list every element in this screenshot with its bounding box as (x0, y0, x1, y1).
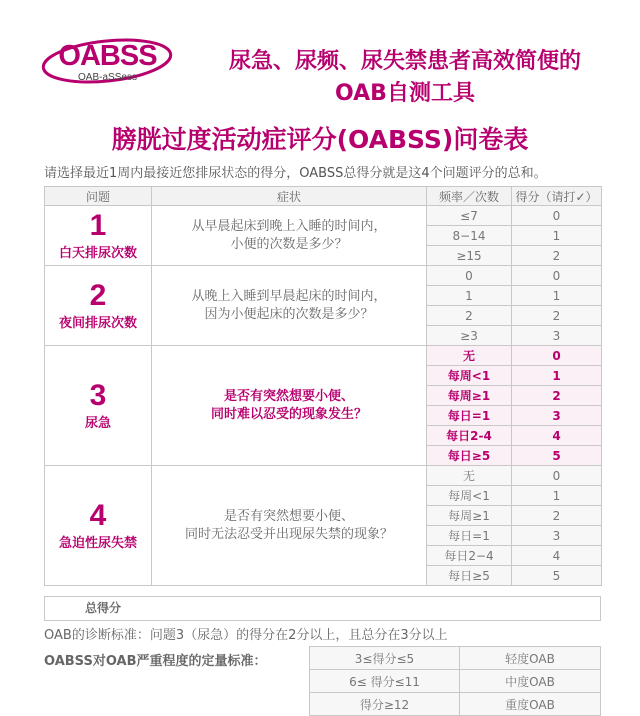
header-score: 得分（请打✓） (512, 187, 602, 206)
symptom-cell (152, 466, 427, 586)
score-option[interactable]: 4 (512, 426, 602, 446)
symptom-text: 是否有突然想要小便、 (223, 508, 354, 524)
severity-row (310, 693, 601, 716)
question-cell (45, 346, 152, 466)
table-row (45, 346, 602, 366)
severity-row (310, 647, 601, 670)
question-name: 急迫性尿失禁 (58, 536, 137, 551)
severity-label: OABSS对OAB严重程度的定量标准： (44, 654, 267, 669)
question-cell (45, 206, 152, 266)
frequency-option: 无 (427, 346, 512, 366)
score-option[interactable]: 3 (512, 526, 602, 546)
question-number: 1 (89, 209, 107, 242)
severity-table (309, 646, 601, 716)
symptom-text: 从晚上入睡到早晨起床的时间内， (191, 288, 387, 304)
diagnosis-criteria: OAB的诊断标准：问题3（尿急）的得分在2分以上，且总分在3分以上 (44, 628, 448, 643)
score-option[interactable]: 3 (512, 406, 602, 426)
score-option[interactable]: 5 (512, 446, 602, 466)
score-option[interactable]: 1 (512, 226, 602, 246)
score-option[interactable]: 3 (512, 326, 602, 346)
severity-level: 轻度OAB (460, 647, 601, 670)
instruction-text: 请选择最近1周内最接近您排尿状态的得分，OABSS总得分就是这4个问题评分的总和。 (44, 166, 547, 181)
frequency-option: ≥3 (427, 326, 512, 346)
score-option[interactable]: 1 (512, 486, 602, 506)
logo-subtitle: OAB-aSSess (78, 72, 137, 83)
score-option[interactable]: 4 (512, 546, 602, 566)
question-number: 2 (89, 279, 107, 312)
severity-range: 6≤ 得分≤11 (310, 670, 460, 693)
table-row (45, 206, 602, 226)
frequency-option: 无 (427, 466, 512, 486)
score-option[interactable]: 0 (512, 466, 602, 486)
frequency-option: 1 (427, 286, 512, 306)
question-cell (45, 466, 152, 586)
frequency-option: 每日≥5 (427, 446, 512, 466)
score-option[interactable]: 1 (512, 286, 602, 306)
frequency-option: 每周≥1 (427, 386, 512, 406)
frequency-option: 每周<1 (427, 486, 512, 506)
total-score-label: 总得分 (85, 601, 122, 615)
symptom-cell (152, 206, 427, 266)
headline-line-1: 尿急、尿频、尿失禁患者高效简便的 (228, 49, 581, 74)
symptom-text: 从早晨起床到晚上入睡的时间内， (191, 218, 387, 234)
question-number: 4 (89, 499, 107, 532)
score-option[interactable]: 2 (512, 506, 602, 526)
severity-range: 3≤得分≤5 (310, 647, 460, 670)
symptom-cell (152, 266, 427, 346)
headline-line-2: OAB自测工具 (335, 81, 475, 106)
frequency-option: 8−14 (427, 226, 512, 246)
question-cell (45, 266, 152, 346)
frequency-option: ≤7 (427, 206, 512, 226)
question-number: 3 (89, 379, 107, 412)
severity-row (310, 670, 601, 693)
frequency-option: 每日≥5 (427, 566, 512, 586)
question-name: 夜间排尿次数 (58, 316, 137, 331)
symptom-text: 因为小便起床的次数是多少？ (204, 306, 374, 322)
symptom-text: 同时难以忍受的现象发生？ (210, 406, 367, 422)
question-name: 尿急 (84, 416, 111, 431)
frequency-option: 每日=1 (427, 406, 512, 426)
score-option[interactable]: 0 (512, 206, 602, 226)
table-row (45, 266, 602, 286)
frequency-option: 每周≥1 (427, 506, 512, 526)
page-title: 膀胱过度活动症评分(OABSS)问卷表 (111, 125, 529, 154)
table-header-row (45, 187, 602, 206)
symptom-text: 同时无法忍受并出现尿失禁的现象？ (184, 526, 393, 542)
oabss-logo (40, 38, 175, 84)
frequency-option: 2 (427, 306, 512, 326)
score-option[interactable]: 0 (512, 266, 602, 286)
severity-level: 中度OAB (460, 670, 601, 693)
frequency-option: 每日2−4 (427, 546, 512, 566)
score-option[interactable]: 0 (512, 346, 602, 366)
symptom-text: 小便的次数是多少？ (230, 236, 348, 252)
table-row (45, 466, 602, 486)
question-name: 白天排尿次数 (58, 246, 137, 261)
questionnaire-body (45, 206, 602, 586)
frequency-option: 每日2-4 (427, 426, 512, 446)
score-option[interactable]: 1 (512, 366, 602, 386)
total-score-row[interactable] (44, 596, 601, 621)
severity-level: 重度OAB (460, 693, 601, 716)
frequency-option: ≥15 (427, 246, 512, 266)
frequency-option: 每日=1 (427, 526, 512, 546)
severity-range: 得分≥12 (310, 693, 460, 716)
header-frequency: 频率／次数 (427, 187, 512, 206)
score-option[interactable]: 5 (512, 566, 602, 586)
score-option[interactable]: 2 (512, 386, 602, 406)
symptom-text: 是否有突然想要小便、 (223, 388, 354, 404)
header-question: 问题 (45, 187, 152, 206)
frequency-option: 0 (427, 266, 512, 286)
symptom-cell (152, 346, 427, 466)
frequency-option: 每周<1 (427, 366, 512, 386)
header-symptom: 症状 (152, 187, 427, 206)
score-option[interactable]: 2 (512, 306, 602, 326)
score-option[interactable]: 2 (512, 246, 602, 266)
logo-word: OABSS (58, 40, 157, 72)
questionnaire-table (44, 186, 602, 586)
